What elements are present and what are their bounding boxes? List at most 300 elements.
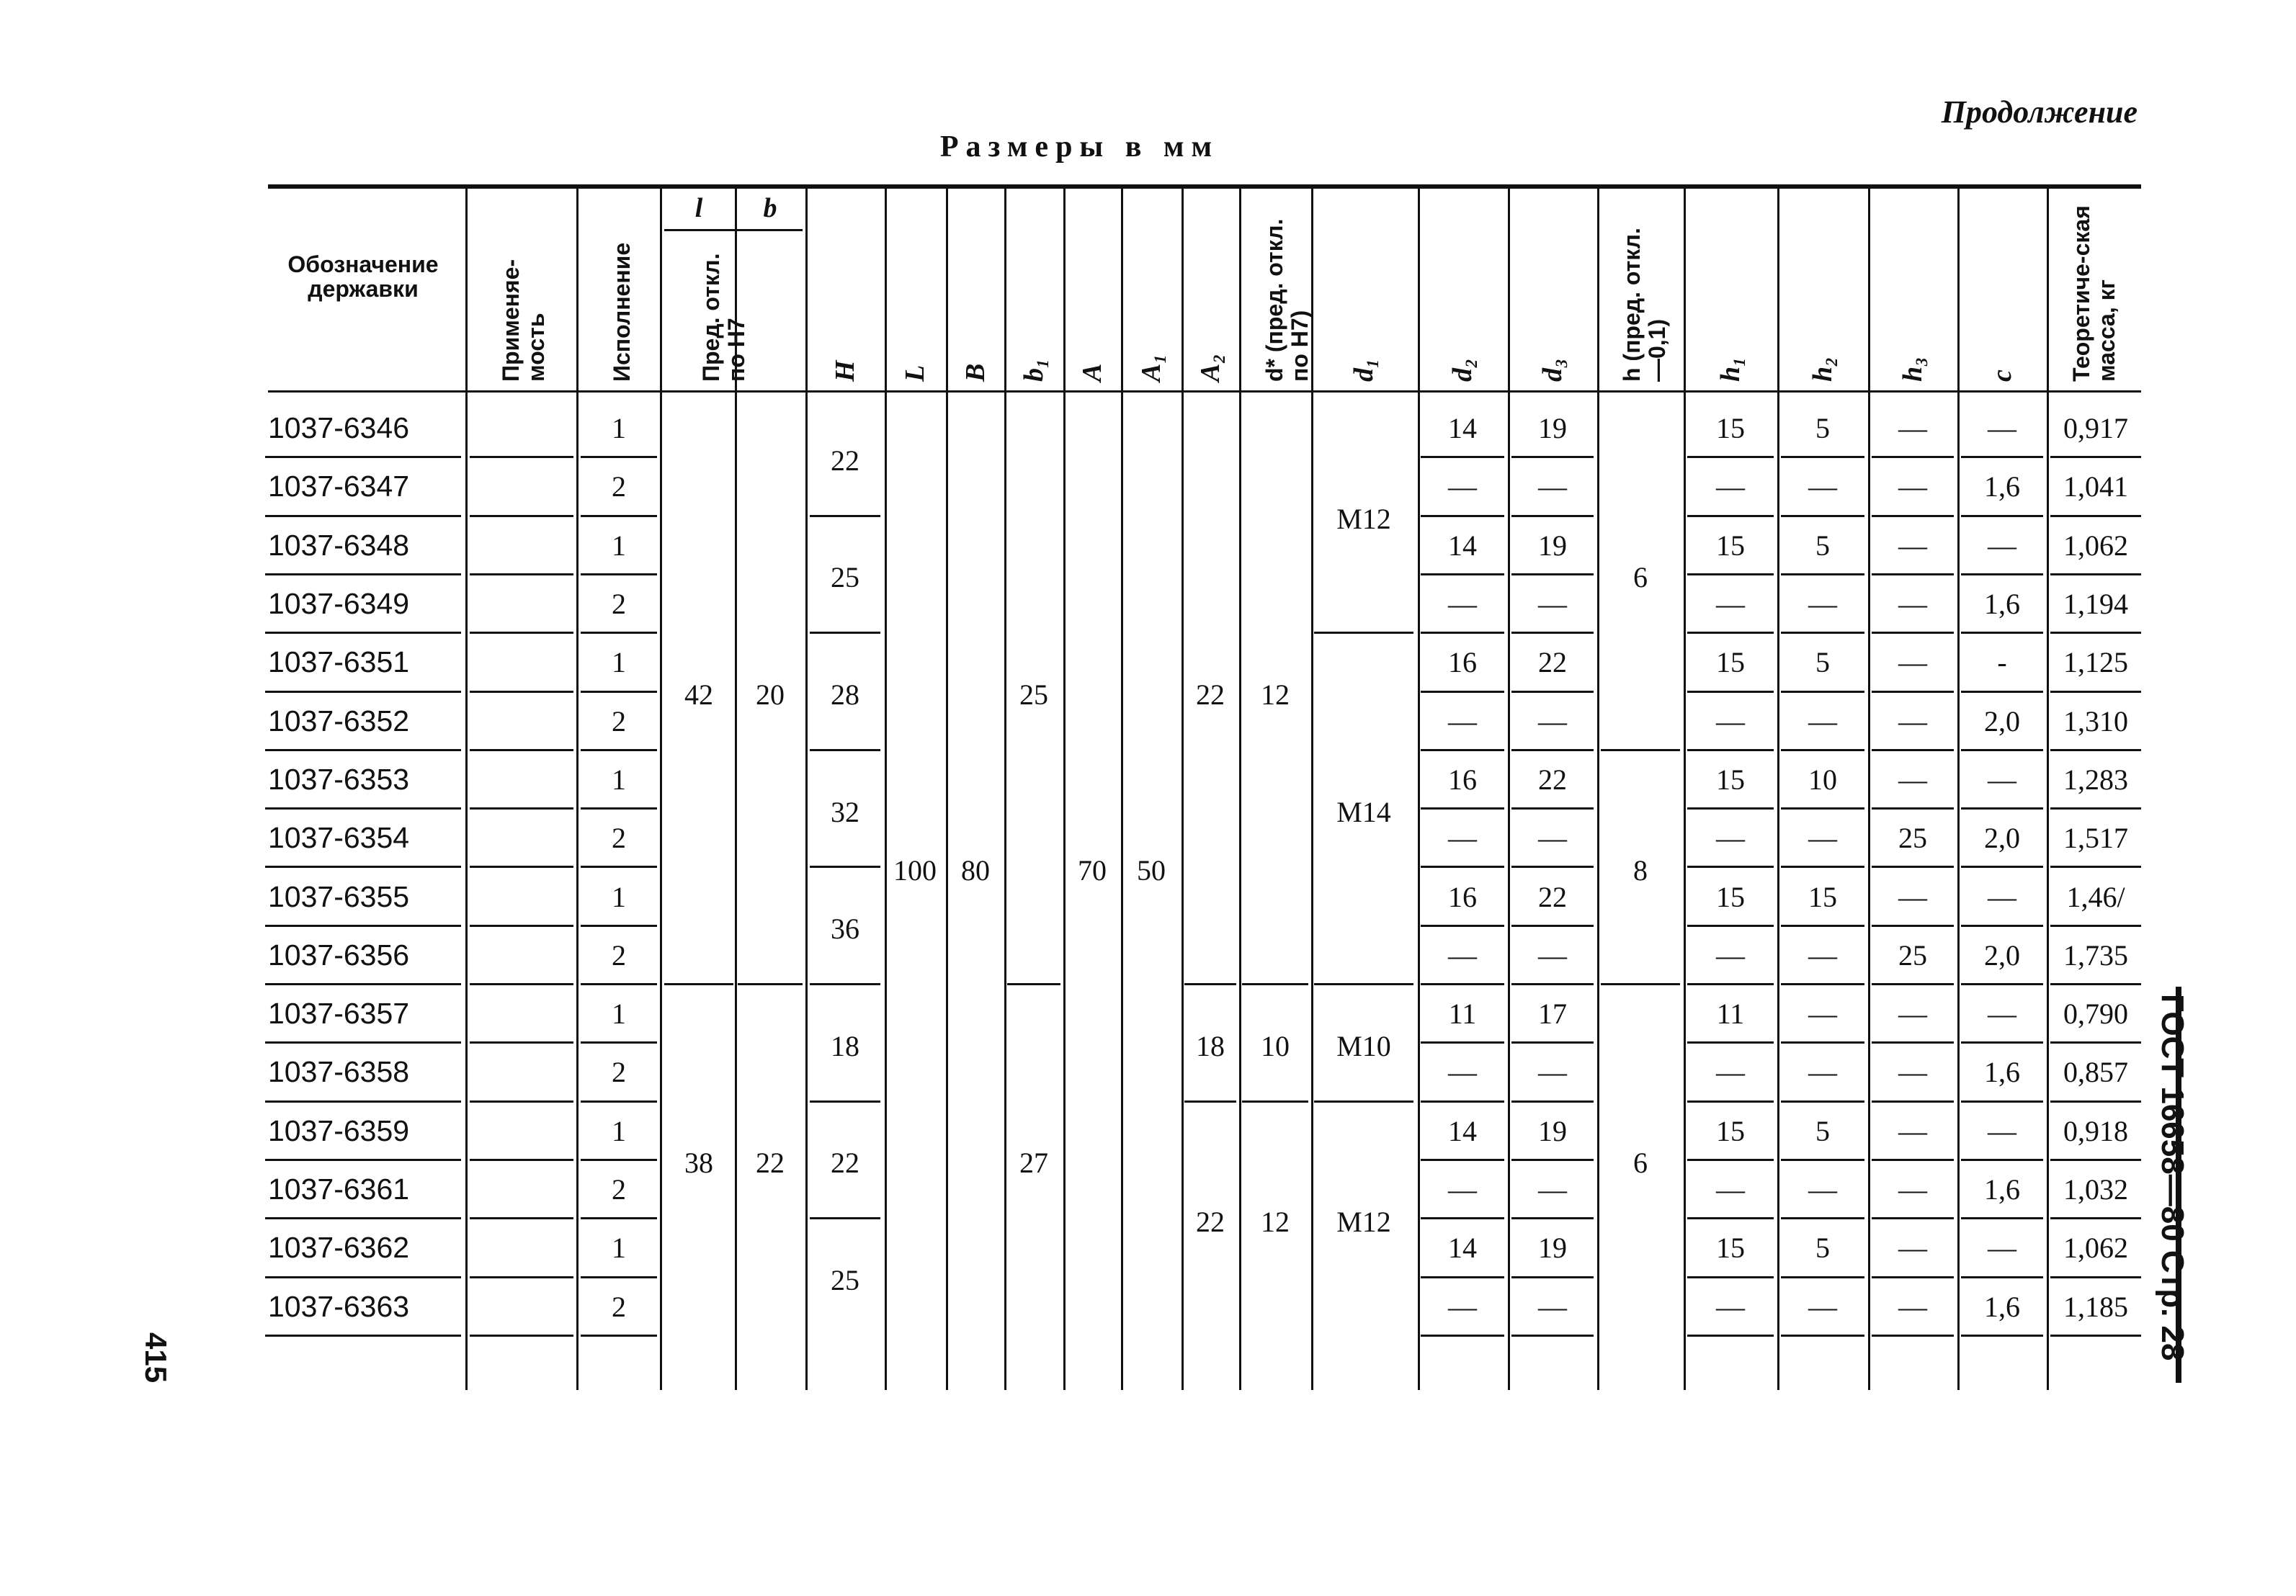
A2-merged-cell: 22 <box>1196 1205 1225 1238</box>
h1-cell: 11 <box>1716 998 1745 1031</box>
h1-cell: — <box>1716 1056 1745 1089</box>
row-rule <box>1781 1335 1864 1337</box>
row-rule <box>1687 1335 1774 1337</box>
column-separator <box>660 189 662 1390</box>
H-merged-cell: 36 <box>831 913 859 946</box>
row-rule <box>1961 456 2043 458</box>
h1-cell: 15 <box>1716 412 1745 445</box>
mass-cell: 1,125 <box>2063 646 2128 679</box>
row-rule <box>2050 925 2141 927</box>
column-separator <box>1957 189 1960 1390</box>
row-rule <box>1687 573 1774 575</box>
row-rule <box>1421 573 1504 575</box>
h3-cell: — <box>1898 1232 1927 1265</box>
row-rule <box>1961 749 2043 751</box>
row-rule <box>1872 807 1954 810</box>
designation-cell: 1037-6347 <box>268 470 410 503</box>
h1-cell: — <box>1716 1173 1745 1206</box>
d2-cell: — <box>1448 938 1477 972</box>
row-rule <box>1511 1276 1594 1278</box>
h2-cell: 5 <box>1815 412 1830 445</box>
h1-cell: 15 <box>1716 646 1745 679</box>
d3-cell: 19 <box>1538 529 1567 562</box>
row-rule <box>581 573 657 575</box>
row-rule <box>1961 1041 2043 1044</box>
h1-cell: 15 <box>1716 1114 1745 1147</box>
group-rule <box>1314 632 1413 634</box>
version-cell: 1 <box>612 1232 626 1265</box>
row-rule <box>1687 866 1774 868</box>
group-rule <box>1242 983 1308 985</box>
row-rule <box>265 1217 461 1219</box>
c-cell: — <box>1988 1232 2016 1265</box>
row-rule <box>2050 1276 2141 1278</box>
column-separator <box>1063 189 1066 1390</box>
h2-cell: — <box>1808 998 1837 1031</box>
row-rule <box>1421 632 1504 634</box>
row-rule <box>1421 1100 1504 1103</box>
column-separator <box>1239 189 1241 1390</box>
mass-cell: 1,735 <box>2063 938 2128 972</box>
row-rule <box>1872 1335 1954 1337</box>
h3-cell: 25 <box>1898 822 1927 855</box>
row-rule <box>2050 515 2141 517</box>
h1-cell: 15 <box>1716 880 1745 913</box>
row-rule <box>265 515 461 517</box>
row-rule <box>1781 691 1864 693</box>
column-separator <box>1777 189 1779 1390</box>
header-d1-text: d₁ <box>1349 358 1379 382</box>
header-A-text: A <box>1077 363 1107 382</box>
row-rule <box>581 691 657 693</box>
column-separator <box>1004 189 1006 1390</box>
c-cell: 1,6 <box>1984 1173 2020 1206</box>
designation-cell: 1037-6358 <box>268 1055 410 1089</box>
header-H-text: H <box>830 360 860 382</box>
h3-cell: — <box>1898 763 1927 796</box>
row-rule <box>1421 749 1504 751</box>
row-rule <box>1511 632 1594 634</box>
d2-cell: 16 <box>1448 880 1477 913</box>
row-rule <box>265 983 461 985</box>
version-cell: 1 <box>612 646 626 679</box>
H-merged-cell: 22 <box>831 444 859 477</box>
c-cell: 1,6 <box>1984 1056 2020 1089</box>
B-merged-cell: 80 <box>961 853 990 887</box>
row-rule <box>2050 1159 2141 1161</box>
row-rule <box>2050 632 2141 634</box>
row-rule <box>470 749 573 751</box>
h-merged-cell: 6 <box>1633 561 1648 594</box>
column-separator <box>1121 189 1123 1390</box>
row-rule <box>581 1335 657 1337</box>
row-rule <box>2050 749 2141 751</box>
c-cell: 2,0 <box>1984 822 2020 855</box>
h2-cell: — <box>1808 1056 1837 1089</box>
row-rule <box>1687 456 1774 458</box>
row-rule <box>1961 691 2043 693</box>
row-rule <box>1511 749 1594 751</box>
row-rule <box>470 632 573 634</box>
row-rule <box>1421 1335 1504 1337</box>
row-rule <box>1872 1217 1954 1219</box>
group-rule <box>1601 983 1680 985</box>
header-designation: Обозначение державки <box>287 251 439 302</box>
header-bottom-rule <box>268 390 2141 393</box>
version-cell: 2 <box>612 704 626 738</box>
row-rule <box>581 1276 657 1278</box>
d3-cell: 19 <box>1538 412 1567 445</box>
d3-cell: 22 <box>1538 880 1567 913</box>
h3-cell: — <box>1898 1114 1927 1147</box>
row-rule <box>470 691 573 693</box>
group-rule <box>738 983 803 985</box>
d2-cell: 14 <box>1448 529 1477 562</box>
row-rule <box>1781 1159 1864 1161</box>
row-rule <box>1872 632 1954 634</box>
h2-cell: — <box>1808 822 1837 855</box>
row-rule <box>1781 1041 1864 1044</box>
A2-merged-cell: 22 <box>1196 678 1225 711</box>
h2-cell: 5 <box>1815 1232 1830 1265</box>
d2-cell: 14 <box>1448 1232 1477 1265</box>
h3-cell: — <box>1898 529 1927 562</box>
group-rule <box>810 1217 880 1219</box>
h2-cell: — <box>1808 938 1837 972</box>
d3-cell: — <box>1538 822 1567 855</box>
c-cell: — <box>1988 763 2016 796</box>
h2-cell: — <box>1808 470 1837 503</box>
row-rule <box>1872 983 1954 985</box>
designation-cell: 1037-6349 <box>268 587 410 621</box>
c-cell: — <box>1988 1114 2016 1147</box>
designation-cell: 1037-6346 <box>268 411 410 445</box>
dstar-merged-cell: 12 <box>1261 1205 1290 1238</box>
row-rule <box>2050 1041 2141 1044</box>
designation-cell: 1037-6359 <box>268 1113 410 1147</box>
header-h2-text: h₂ <box>1808 357 1838 382</box>
c-cell: 2,0 <box>1984 704 2020 738</box>
d3-cell: 19 <box>1538 1114 1567 1147</box>
h1-cell: — <box>1716 588 1745 621</box>
row-rule <box>1687 925 1774 927</box>
row-rule <box>1781 573 1864 575</box>
h1-cell: 15 <box>1716 529 1745 562</box>
row-rule <box>265 1159 461 1161</box>
standard-reference-text: ГОСТ 16658—80 Стр. 28 <box>2155 994 2190 1361</box>
row-rule <box>1511 515 1594 517</box>
group-rule <box>1007 983 1060 985</box>
row-rule <box>1511 573 1594 575</box>
group-rule <box>664 983 733 985</box>
row-rule <box>1961 573 2043 575</box>
row-rule <box>470 983 573 985</box>
header-d-star-text: d* (пред. откл. по Н7) <box>1261 218 1313 382</box>
h2-cell: 5 <box>1815 529 1830 562</box>
A-merged-cell: 70 <box>1078 853 1107 887</box>
h2-cell: — <box>1808 704 1837 738</box>
d2-cell: 11 <box>1448 998 1477 1031</box>
row-rule <box>581 807 657 810</box>
designation-cell: 1037-6352 <box>268 704 410 738</box>
row-rule <box>1872 1041 1954 1044</box>
designation-cell: 1037-6362 <box>268 1231 410 1265</box>
d2-cell: — <box>1448 822 1477 855</box>
row-rule <box>1687 749 1774 751</box>
row-rule <box>2050 1100 2141 1103</box>
d3-cell: — <box>1538 588 1567 621</box>
d3-cell: 22 <box>1538 646 1567 679</box>
continued-label: Продолжение <box>1941 94 2138 130</box>
h3-cell: — <box>1898 646 1927 679</box>
group-rule <box>810 632 880 634</box>
d2-cell: — <box>1448 588 1477 621</box>
row-rule <box>1421 691 1504 693</box>
row-rule <box>1421 515 1504 517</box>
designation-cell: 1037-6361 <box>268 1173 410 1206</box>
h1-cell: — <box>1716 822 1745 855</box>
row-rule <box>1781 807 1864 810</box>
c-cell: — <box>1988 412 2016 445</box>
row-rule <box>581 1159 657 1161</box>
row-rule <box>1872 456 1954 458</box>
d1-merged-cell: М10 <box>1336 1029 1391 1062</box>
row-rule <box>581 632 657 634</box>
h3-cell: — <box>1898 412 1927 445</box>
h1-cell: — <box>1716 1290 1745 1323</box>
designation-cell: 1037-6351 <box>268 645 410 679</box>
table-top-rule <box>268 184 2141 189</box>
h3-cell: — <box>1898 704 1927 738</box>
column-separator <box>885 189 887 1390</box>
column-separator <box>1597 189 1599 1390</box>
row-rule <box>265 807 461 810</box>
row-rule <box>581 1217 657 1219</box>
d2-cell: 16 <box>1448 646 1477 679</box>
row-rule <box>265 925 461 927</box>
row-rule <box>265 1100 461 1103</box>
row-rule <box>470 925 573 927</box>
header-b: b <box>763 193 777 224</box>
d3-cell: — <box>1538 704 1567 738</box>
row-rule <box>1872 691 1954 693</box>
d3-cell: — <box>1538 1173 1567 1206</box>
row-rule <box>581 866 657 868</box>
group-rule <box>1242 1100 1308 1103</box>
row-rule <box>1781 632 1864 634</box>
row-rule <box>1687 515 1774 517</box>
row-rule <box>2050 1217 2141 1219</box>
header-l: l <box>694 193 703 224</box>
row-rule <box>1961 925 2043 927</box>
header-mass-text: Теоретиче-ская масса, кг <box>2068 205 2120 382</box>
row-rule <box>1961 1100 2043 1103</box>
mass-cell: 1,46/ <box>2066 880 2125 913</box>
designation-cell: 1037-6355 <box>268 879 410 913</box>
header-d3-text: d₃ <box>1537 358 1568 382</box>
row-rule <box>1961 515 2043 517</box>
row-rule <box>1511 456 1594 458</box>
h3-cell: 25 <box>1898 938 1927 972</box>
row-rule <box>581 749 657 751</box>
designation-cell: 1037-6354 <box>268 821 410 855</box>
row-rule <box>1872 1100 1954 1103</box>
H-merged-cell: 18 <box>831 1029 859 1062</box>
row-rule <box>265 749 461 751</box>
row-rule <box>470 807 573 810</box>
mass-cell: 0,918 <box>2063 1114 2128 1147</box>
row-rule <box>1961 1159 2043 1161</box>
row-rule <box>1511 1041 1594 1044</box>
row-rule <box>1872 515 1954 517</box>
version-cell: 2 <box>612 1173 626 1206</box>
d1-merged-cell: М12 <box>1336 503 1391 536</box>
h3-cell: — <box>1898 880 1927 913</box>
row-rule <box>1421 983 1504 985</box>
d1-merged-cell: М12 <box>1336 1205 1391 1238</box>
b1-merged-cell: 25 <box>1019 678 1048 711</box>
version-cell: 2 <box>612 588 626 621</box>
mass-cell: 1,032 <box>2063 1173 2128 1206</box>
h3-cell: — <box>1898 1056 1927 1089</box>
c-cell: 1,6 <box>1984 1290 2020 1323</box>
row-rule <box>581 925 657 927</box>
row-rule <box>470 1159 573 1161</box>
row-rule <box>2050 866 2141 868</box>
designation-cell: 1037-6356 <box>268 938 410 972</box>
row-rule <box>1511 1335 1594 1337</box>
column-separator <box>576 189 579 1390</box>
mass-cell: 1,310 <box>2063 704 2128 738</box>
d3-cell: 22 <box>1538 763 1567 796</box>
header-B-text: B <box>960 363 991 382</box>
version-cell: 1 <box>612 529 626 562</box>
d2-cell: 14 <box>1448 1114 1477 1147</box>
row-rule <box>1511 1159 1594 1161</box>
row-rule <box>1961 1276 2043 1278</box>
row-rule <box>1872 925 1954 927</box>
row-rule <box>265 573 461 575</box>
header-h3-text: h₃ <box>1898 357 1928 382</box>
d3-cell: 19 <box>1538 1232 1567 1265</box>
l-merged-cell: 42 <box>684 678 713 711</box>
row-rule <box>1687 1100 1774 1103</box>
row-rule <box>581 456 657 458</box>
mass-cell: 1,062 <box>2063 1232 2128 1265</box>
row-rule <box>1687 983 1774 985</box>
h2-cell: — <box>1808 588 1837 621</box>
H-merged-cell: 25 <box>831 561 859 594</box>
h1-cell: 15 <box>1716 763 1745 796</box>
column-separator <box>805 189 808 1390</box>
h3-cell: — <box>1898 588 1927 621</box>
row-rule <box>581 983 657 985</box>
h1-cell: 15 <box>1716 1232 1745 1265</box>
row-rule <box>265 456 461 458</box>
h2-cell: 15 <box>1808 880 1837 913</box>
column-separator <box>465 189 468 1390</box>
designation-cell: 1037-6353 <box>268 762 410 796</box>
row-rule <box>470 1276 573 1278</box>
h-merged-cell: 8 <box>1633 853 1648 887</box>
row-rule <box>1961 1335 2043 1337</box>
row-rule <box>1961 866 2043 868</box>
row-rule <box>2050 807 2141 810</box>
row-rule <box>1687 691 1774 693</box>
row-rule <box>1781 456 1864 458</box>
d3-cell: — <box>1538 938 1567 972</box>
mass-cell: 0,857 <box>2063 1056 2128 1089</box>
version-cell: 2 <box>612 938 626 972</box>
dstar-merged-cell: 12 <box>1261 678 1290 711</box>
row-rule <box>2050 1335 2141 1337</box>
d2-cell: — <box>1448 1173 1477 1206</box>
page-number-text: 415 <box>139 1332 173 1384</box>
h3-cell: — <box>1898 470 1927 503</box>
version-cell: 2 <box>612 1056 626 1089</box>
row-rule <box>1421 1041 1504 1044</box>
designation-cell: 1037-6348 <box>268 528 410 562</box>
designation-cell: 1037-6357 <box>268 997 410 1031</box>
row-rule <box>1961 807 2043 810</box>
version-cell: 1 <box>612 412 626 445</box>
version-cell: 1 <box>612 1114 626 1147</box>
row-rule <box>1687 1217 1774 1219</box>
version-cell: 2 <box>612 1290 626 1323</box>
row-rule <box>470 456 573 458</box>
row-rule <box>265 1276 461 1278</box>
row-rule <box>265 1335 461 1337</box>
row-rule <box>1421 807 1504 810</box>
d2-cell: 16 <box>1448 763 1477 796</box>
b1-merged-cell: 27 <box>1019 1147 1048 1180</box>
mass-cell: 1,185 <box>2063 1290 2128 1323</box>
header-b1-text: b₁ <box>1019 358 1049 382</box>
row-rule <box>470 866 573 868</box>
H-merged-cell: 22 <box>831 1147 859 1180</box>
d3-cell: — <box>1538 1290 1567 1323</box>
row-rule <box>470 1100 573 1103</box>
d2-cell: — <box>1448 704 1477 738</box>
row-rule <box>470 1041 573 1044</box>
d1-merged-cell: М14 <box>1336 795 1391 828</box>
row-rule <box>1781 983 1864 985</box>
mass-cell: 0,917 <box>2063 412 2128 445</box>
header-tolerance-text: Пред. откл. по Н7 <box>698 253 750 382</box>
row-rule <box>1511 1217 1594 1219</box>
row-rule <box>1781 1217 1864 1219</box>
d3-cell: — <box>1538 470 1567 503</box>
designation-cell: 1037-6363 <box>268 1289 410 1323</box>
group-rule <box>1314 983 1413 985</box>
row-rule <box>265 1041 461 1044</box>
h-merged-cell: 6 <box>1633 1147 1648 1180</box>
row-rule <box>1687 1041 1774 1044</box>
column-separator <box>2047 189 2049 1390</box>
c-cell: 1,6 <box>1984 470 2020 503</box>
h2-cell: 5 <box>1815 646 1830 679</box>
row-rule <box>1421 1159 1504 1161</box>
h2-cell: — <box>1808 1173 1837 1206</box>
A2-merged-cell: 18 <box>1196 1029 1225 1062</box>
row-rule <box>265 866 461 868</box>
mass-cell: 1,517 <box>2063 822 2128 855</box>
b-merged-cell: 22 <box>756 1147 785 1180</box>
row-rule <box>1687 1159 1774 1161</box>
row-rule <box>470 1335 573 1337</box>
dimensions-caption-text: Размеры в мм <box>939 130 1220 163</box>
group-rule <box>810 749 880 751</box>
